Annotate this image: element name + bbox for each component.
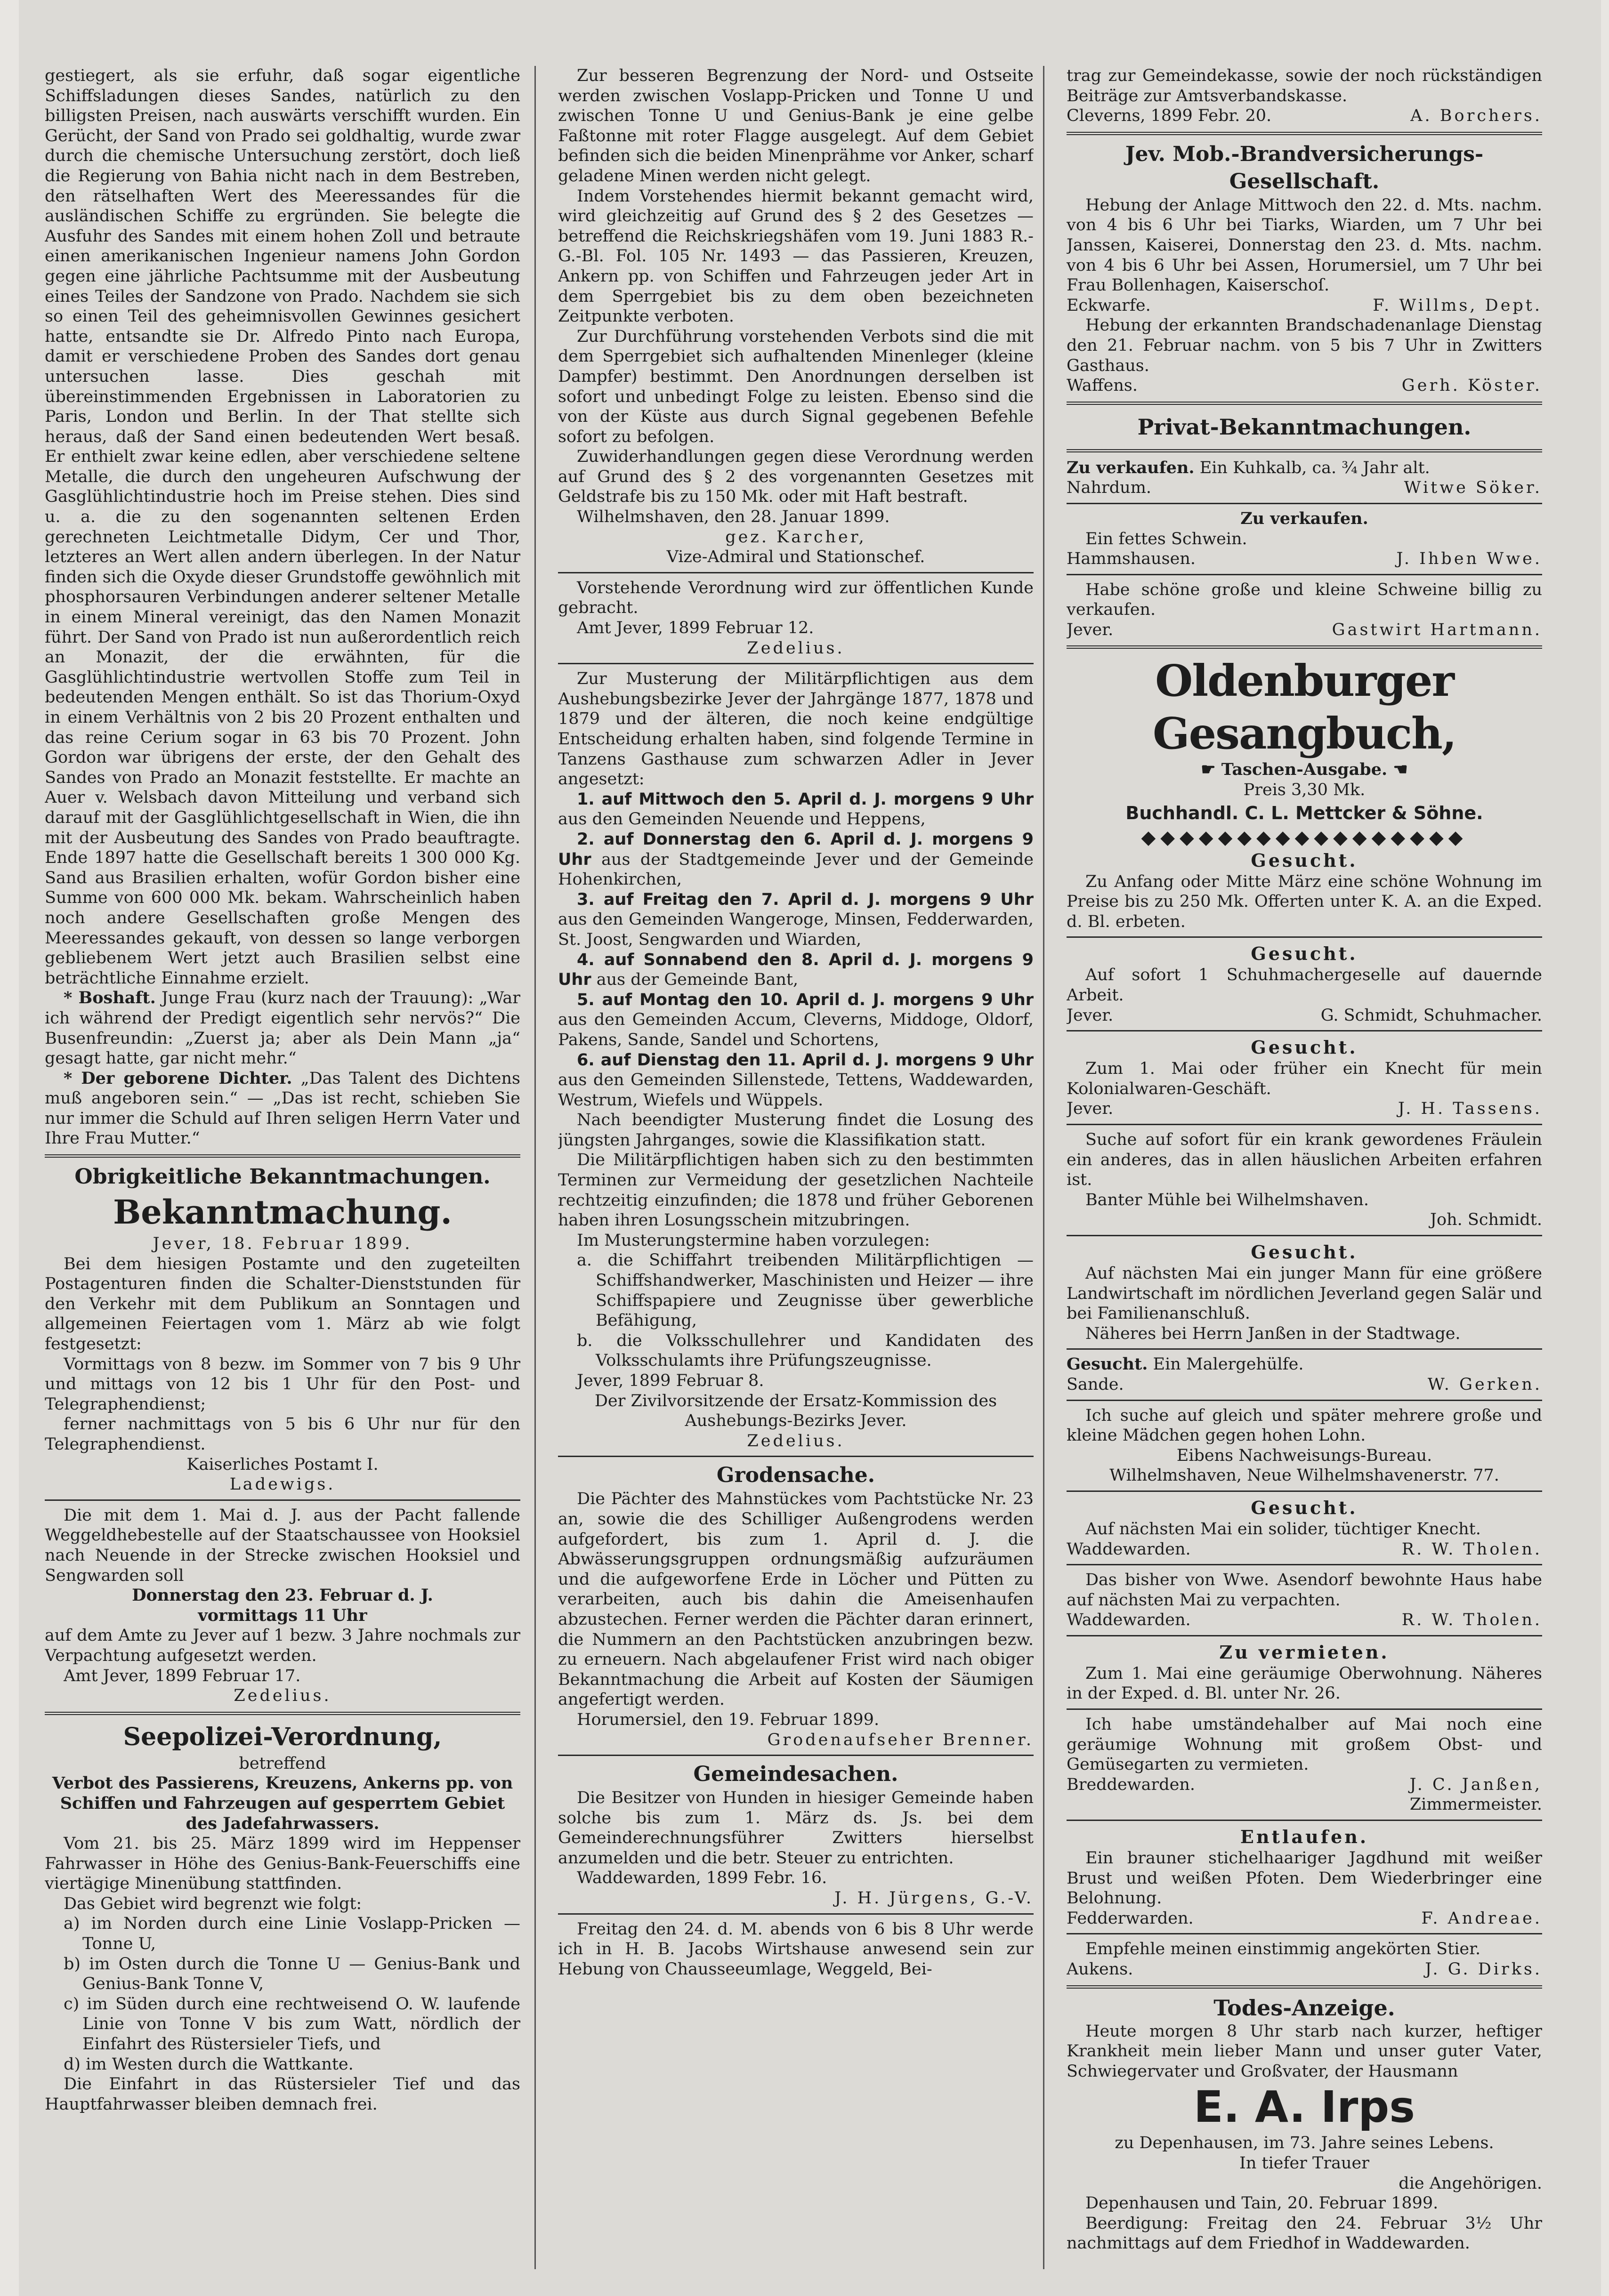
ad-bureau: Eibens Nachweisungs-Bureau. xyxy=(1176,1446,1432,1465)
joke-text: Junge Frau (kurz nach der Trauung): „War ich während der Predigt eigentlich sehr nervös?“ Die Busenfreundin: „Zuerst ja; aber als Dein Mann „ja“ gesagt hatte, gar nicht mehr.“ xyxy=(45,989,520,1068)
musterung-date: 5. auf Montag den 10. April d. J. morgens 9 Uhr xyxy=(577,990,1034,1009)
seepolizei-signer-title: Vize-Admiral und Stationschef. xyxy=(666,548,925,567)
signature: J. Ihben Wwe. xyxy=(1396,549,1542,569)
place: Aukens. xyxy=(1067,1960,1133,1979)
joke-text: „Das Talent des Dichtens muß angeboren sein.“ — „Das ist recht, schieben Sie nur immer die Schuld auf Ihren seligen Herrn Vater und Ihre Frau Mutter.“ xyxy=(45,1069,520,1148)
divider xyxy=(1067,1933,1542,1934)
post-paragraph-3: ferner nachmittags von 5 bis 6 Uhr nur für den Telegraphendienst. xyxy=(45,1415,520,1454)
musterung-subitem: a. die Schiffahrt treibenden Militärpflichtigen — Schiffshandwerker, Maschinisten und Heizer — ihre Schiffspapiere und Zeugnisse über gewerbliche Befähigung, xyxy=(577,1251,1034,1330)
seepolizei-item: a) im Norden durch eine Linie Voslapp-Pricken — Tonne U, xyxy=(64,1914,520,1954)
divider xyxy=(1067,1490,1542,1492)
divider xyxy=(1067,1708,1542,1710)
ad-text: Auf sofort 1 Schuhmachergeselle auf dauernde Arbeit. xyxy=(1067,966,1542,1005)
todesanzeige-place: Depenhausen und Tain, 20. Februar 1899. xyxy=(1085,2194,1439,2213)
joke-title: * Boshaft. xyxy=(64,988,156,1008)
post-signature: Kaiserliches Postamt I. xyxy=(186,1455,379,1474)
ad-text: Das bisher von Wwe. Asendorf bewohnte Haus habe auf nächsten Mai zu verpachten. xyxy=(1067,1571,1542,1610)
divider xyxy=(1067,402,1542,405)
ad-place: Banter Mühle bei Wilhelmshaven. xyxy=(1085,1190,1369,1209)
ad-malergehuelfe xyxy=(1067,1354,1542,1375)
ad-text: Zu Anfang oder Mitte März eine schöne Wohnung im Preise bis zu 250 Mk. Offerten unter K. A. an die Exped. d. Bl. erbeten. xyxy=(1067,872,1542,931)
seepolizei-place: Wilhelmshaven, den 28. Januar 1899. xyxy=(577,508,890,527)
place: Cleverns, 1899 Febr. 20. xyxy=(1067,106,1272,126)
ad-text: Ein brauner stichelhaariger Jagdhund mit weißer Brust und weißen Pfoten. Dem Wiederbringer eine Belohnung. xyxy=(1067,1849,1542,1908)
signature-line xyxy=(1067,106,1542,126)
seepolizei-paragraph-1: Vom 21. bis 25. März 1899 wird im Heppenser Fahrwasser in Höhe des Genius-Bank-Feuerschiffs eine viertägige Minenübung stattfinden. xyxy=(45,1834,520,1893)
gesucht-heading: Gesucht. xyxy=(1251,943,1358,965)
weggeld-place: Amt Jever, 1899 Februar 17. xyxy=(64,1666,301,1685)
divider xyxy=(1067,936,1542,938)
divider xyxy=(558,663,1034,664)
ad-text: Ein fettes Schwein. xyxy=(1085,529,1247,548)
place: Breddewarden. xyxy=(1067,1775,1196,1794)
ad-signature: Joh. Schmidt. xyxy=(1430,1210,1542,1230)
seepolizei-betreffend: betreffend xyxy=(239,1754,326,1773)
musterung-item xyxy=(558,950,1034,990)
signature-line xyxy=(1067,376,1542,396)
signature: Gastwirt Hartmann. xyxy=(1332,620,1542,639)
musterung-subitem: b. die Volksschullehrer und Kandidaten des Volksschulamts ihre Prüfungszeugnisse. xyxy=(577,1331,1034,1370)
signature: Gerh. Köster. xyxy=(1401,376,1542,395)
obrigkeitliche-heading: Obrigkeitliche Bekanntmachungen. xyxy=(74,1165,491,1189)
weggeld-paragraph-2: auf dem Amte zu Jever auf 1 bezw. 3 Jahre nochmals zur Verpachtung aufgesetzt werden. xyxy=(45,1626,520,1665)
divider xyxy=(1067,1124,1542,1125)
seepolizei-item: d) im Westen durch die Wattkante. xyxy=(64,2054,354,2074)
divider xyxy=(1067,1235,1542,1236)
seepolizei-amt-place: Amt Jever, 1899 Februar 12. xyxy=(577,619,814,638)
signature: J. G. Dirks. xyxy=(1425,1960,1542,1979)
todesanzeige-funeral: Beerdigung: Freitag den 24. Februar 3½ Uhr nachmittags auf dem Friedhof in Waddewarden. xyxy=(1067,2214,1542,2253)
seepolizei-continued: Zuwiderhandlungen gegen diese Verordnung werden auf Grund des § 2 des vorgenannten Gesetzes mit Geldstrafe bis zu 150 Mk. oder mit Haft bestraft. xyxy=(558,447,1034,507)
signature-line xyxy=(1067,296,1542,316)
musterung-signer: Der Zivilvorsitzende der Ersatz-Kommission des Aushebungs-Bezirks Jever. xyxy=(594,1391,997,1431)
seepolizei-heading: Seepolizei-Verordnung, xyxy=(123,1722,442,1751)
seepolizei-paragraph-3: Die Einfahrt in das Rüstersieler Tief und das Hauptfahrwasser bleiben demnach frei. xyxy=(45,2075,520,2114)
divider xyxy=(558,572,1034,573)
place: Nahrdum. xyxy=(1067,478,1152,498)
musterung-places: aus den Gemeinden Neuende und Heppens, xyxy=(558,810,926,829)
seepolizei-continued: Indem Vorstehendes hiermit bekannt gemacht wird, wird gleichzeitig auf Grund des § 2 des Gesetzes — betreffend die Reichskriegshäfen vom 19. Juni 1883 R.-G.-Bl. Fol. 105 Nr. 1493 — das Passieren, Kreuzen, Ankern pp. von Schiffen und Fahrzeugen jeder Art in dem Sperrgebiet bis zu dem oben bezeichneten Zeitpunkte verboten. xyxy=(558,186,1034,326)
ad-text: Näheres bei Herrn Janßen in der Stadtwage. xyxy=(1085,1324,1461,1343)
vermieten-heading: Zu vermieten. xyxy=(1219,1641,1390,1663)
signature-line xyxy=(1067,1099,1542,1119)
musterung-item xyxy=(558,1050,1034,1111)
ad-text: Auf nächsten Mai ein solider, tüchtiger Knecht. xyxy=(1085,1519,1481,1539)
joke-title: * Der geborene Dichter. xyxy=(64,1068,292,1088)
post-paragraph-2: Vormittags von 8 bezw. im Sommer von 7 bis 9 Uhr und mittags von 12 bis 1 Uhr für den Post- und Telegraphendienst; xyxy=(45,1354,520,1414)
seepolizei-paragraph-2: Das Gebiet wird begrenzt wie folgt: xyxy=(64,1894,362,1913)
divider xyxy=(1067,1985,1542,1989)
divider xyxy=(1067,1564,1542,1565)
musterung-item xyxy=(558,830,1034,890)
signature-line xyxy=(1067,1539,1542,1560)
musterung-item xyxy=(558,990,1034,1050)
divider xyxy=(558,1913,1034,1915)
ad-heading: Zu verkaufen. xyxy=(1240,508,1368,528)
musterung-date: 3. auf Freitag den 7. April d. J. morgens 9 Uhr xyxy=(577,890,1034,909)
ad-text: Ich habe umständehalber auf Mai noch eine geräumige Wohnung mit großem Obst- und Gemüsegarten zu vermieten. xyxy=(1067,1715,1542,1774)
monazite-article: gestiegert, als sie erfuhr, daß sogar eigentliche Schiffsladungen dieses Sandes, natürlich zu den billigsten Preisen, nach auswärts verschifft wurden. Ein Gerücht, der Sand von Prado sei goldhaltig, wurde zwar durch die chemische Untersuchung zerstört, doch ließ die Regierung von Bahia nicht nach in dem Bestreben, den rätselhaften Wert des Meeressandes für die ausländischen Schiffe zu ergründen. Sie belegte die Ausfuhr des Sandes mit einem hohen Zoll und betraute einen amerikanischen Ingenieur namens John Gordon gegen eine jährliche Pachtsumme mit der Ausbeutung eines Teiles der Sandzone von Prado. Nachdem sie sich so einen Teil des geheimnisvollen Gewinnes gesichert hatte, entsandte sie Dr. Alfredo Pinto nach Europa, damit er verschiedene Proben des Sandes dort genau untersuchen lasse. Dies geschah mit übereinstimmenden Ergebnissen in Laboratorien zu Paris, London und Berlin. In der That stellte sich heraus, daß der Sand einen bedeutenden Wert besaß. Er enthielt zwar keine edlen, aber verschiedene seltene Metalle, die durch den ungeheuren Aufschwung der Gasglühlichtindustrie hoch im Preise stehen. Dies sind u. a. die zu den sogenannten seltenen Erden gerechneten Leichtmetalle Didym, Cer und Thor, letzteres an Wert allen andern überlegen. In der Natur finden sich die Oxyde dieser Grundstoffe gewöhnlich mit phosphorsauren Verbindungen anderer seltener Metalle in einem Mineral vereinigt, das den Namen Monazit führt. Der Sand von Prado ist nun außerordentlich reich an Monazit, der die erwähnten, für die Gasglühlichtindustrie wertvollen Stoffe zum Teil in bedeutenden Mengen enthält. So ist das Thorium-Oxyd in einem Verhältnis von 2 bis 20 Prozent enthalten und das reine Cerium sogar in 63 bis 70 Prozent. John Gordon war übrigens der erste, der den Gehalt des Sandes von Prado an Monazit feststellte. Er machte an Auer v. Welsbach davon Mitteilung und verband sich darauf mit der Gasglühlichtgesellschaft in Wien, die ihn mit der Ausbeutung des Sandes von Prado beauftragte. Ende 1897 hatte die Gesellschaft bereits 1 300 000 Kg. Sand aus Brasilien erhalten, wofür Gordon bisher eine Summe von 600 000 Mk. bekam. Wahrscheinlich haben noch andere Gesellschaften große Mengen des Meeressandes gekauft, von dessen so lange verborgen gebliebenem Wert jetzt auch Brasilien selbst eine beträchtliche Einnahme erzielt. xyxy=(45,66,520,988)
column-3 xyxy=(1067,66,1542,2274)
post-paragraph-1: Bei dem hiesigen Postamte und den zugeteilten Postagenturen finden die Schalter-Dienststunden für den Verkehr mit dem Publikum an Sonntagen und allgemeinen Feiertagen vom 1. März ab wie folgt festgesetzt: xyxy=(45,1254,520,1354)
continued-text: trag zur Gemeindekasse, sowie der noch rückständigen Beiträge zur Amtsverbandskasse. xyxy=(1067,66,1542,105)
place: Jever. xyxy=(1067,1006,1114,1025)
ad-text: Suche auf sofort für ein krank gewordenes Fräulein ein anderes, das in allen häuslichen Arbeiten erfahren ist. xyxy=(1067,1130,1542,1190)
gesucht-heading: Gesucht. xyxy=(1251,1497,1358,1518)
post-dateline: Jever, 18. Februar 1899. xyxy=(153,1234,412,1254)
gesangbuch-subtitle xyxy=(1067,760,1542,780)
place: Fedderwarden. xyxy=(1067,1909,1194,1928)
pointing-hand-icon: ☚ xyxy=(1393,760,1408,780)
musterung-place: Jever, 1899 Februar 8. xyxy=(577,1371,764,1390)
divider xyxy=(1067,645,1542,649)
gemeindesachen-place: Waddewarden, 1899 Febr. 16. xyxy=(577,1869,827,1888)
musterung-places: aus der Stadtgemeinde Jever und der Gemeinde Hohenkirchen, xyxy=(558,850,1034,889)
musterung-date: 1. auf Mittwoch den 5. April d. J. morgens 9 Uhr xyxy=(577,790,1034,809)
column-rule-left xyxy=(534,66,536,2269)
divider xyxy=(558,1755,1034,1756)
seepolizei-publication: Vorstehende Verordnung wird zur öffentlichen Kunde gebracht. xyxy=(558,578,1034,618)
musterung-paragraph: Im Musterungstermine haben vorzulegen: xyxy=(577,1231,930,1250)
place: Hammshausen. xyxy=(1067,549,1196,569)
seepolizei-continued: Zur besseren Begrenzung der Nord- und Ostseite werden zwischen Voslapp-Pricken und Tonne U und zwischen Tonne U und Genius-Bank je eine gelbe Faßtonne mit roter Flagge ausgelegt. Auf dem Gebiet befinden sich die beiden Minenprähme vor Anker, scharf geladene Minen werden nicht gelegt. xyxy=(558,66,1034,185)
ad-text: Zum 1. Mai oder früher ein Knecht für mein Kolonialwaren-Geschäft. xyxy=(1067,1059,1542,1098)
weggeld-paragraph: Die mit dem 1. Mai d. J. aus der Pacht fallende Weggeldhebestelle auf der Staatschaussee von Hooksiel nach Neuende in der Strecke zwischen Hooksiel und Sengwarden soll xyxy=(45,1506,520,1585)
signature-line xyxy=(1067,478,1542,498)
divider xyxy=(1067,574,1542,575)
divider xyxy=(45,1154,520,1158)
gesucht-heading: Gesucht. xyxy=(1251,1241,1358,1263)
signature: F. Willms, Dept. xyxy=(1373,296,1542,315)
musterung-places: aus den Gemeinden Sillenstede, Tettens, Waddewarden, Westrum, Wiefels und Wüppels. xyxy=(558,1071,1034,1110)
musterung-paragraph: Die Militärpflichtigen haben sich zu den bestimmten Terminen zur Vermeidung der gesetzlichen Nachteile rechtzeitig einzufinden; die 1878 und früher Geborenen haben ihren Losungsschein mitzubringen. xyxy=(558,1151,1034,1230)
divider xyxy=(1067,1348,1542,1350)
divider xyxy=(1067,132,1542,135)
signature: Witwe Söker. xyxy=(1404,478,1542,498)
ad-text: Empfehle meinen einstimmig angekörten Stier. xyxy=(1085,1940,1481,1959)
musterung-date: 6. auf Dienstag den 11. April d. J. morgens 9 Uhr xyxy=(577,1050,1034,1070)
divider xyxy=(558,1456,1034,1457)
gesangbuch-title: Oldenburger Gesangbuch, xyxy=(1153,655,1456,759)
ad-text: Habe schöne große und kleine Schweine billig zu verkaufen. xyxy=(1067,580,1542,620)
divider xyxy=(1067,1635,1542,1636)
place: Sande. xyxy=(1067,1375,1124,1394)
musterung-intro: Zur Musterung der Militärpflichtigen aus dem Aushebungsbezirke Jever der Jahrgänge 1877, 1878 und 1879 und der älteren, die noch keine endgültige Entscheidung erhalten haben, sind folgende Termine in Tanzens Gasthause zum schwarzen Adler in Jever angesetzt: xyxy=(558,669,1034,789)
column-2 xyxy=(558,66,1034,2274)
signature: R. W. Tholen. xyxy=(1401,1539,1542,1559)
column-1 xyxy=(45,66,520,2274)
divider xyxy=(45,1712,520,1715)
ornament-border: ◆◆◆◆◆◆◆◆◆◆◆◆◆◆◆◆◆ xyxy=(1141,826,1468,848)
divider xyxy=(1067,503,1542,504)
ad-label: Gesucht. xyxy=(1067,1354,1148,1374)
seepolizei-item: b) im Osten durch die Tonne U — Genius-Bank und Genius-Bank Tonne V, xyxy=(64,1954,520,1994)
todesanzeige-text-2: zu Depenhausen, im 73. Jahre seines Lebens. xyxy=(1115,2134,1494,2153)
joke-dichter xyxy=(45,1069,520,1149)
gemeindesachen-text: Die Besitzer von Hunden in hiesiger Gemeinde haben solche bis zum 1. März ds. Js. bei dem Gemeinderechnungsführer Zwitters hierselbst anzumelden und die betr. Steuer zu entrichten. xyxy=(558,1788,1034,1868)
grodensache-place: Horumersiel, den 19. Februar 1899. xyxy=(577,1710,880,1729)
place: Jever. xyxy=(1067,1099,1114,1119)
ad-label: Zu verkaufen. xyxy=(1067,458,1195,477)
divider xyxy=(1067,1030,1542,1031)
ad-text: Ein Kuhkalb, ca. ¾ Jahr alt. xyxy=(1194,458,1430,477)
pointing-hand-icon: ☛ xyxy=(1201,760,1216,780)
brandversicherung-text-2: Hebung der erkannten Brandschadenanlage Dienstag den 21. Februar nachm. von 5 bis 7 Uhr in Zwitters Gasthaus. xyxy=(1067,316,1542,375)
place: Jever. xyxy=(1067,620,1114,639)
musterung-date: 2. auf Donnerstag den 6. April d. J. morgens 9 Uhr xyxy=(558,830,1034,869)
brandversicherung-heading: Jev. Mob.-Brandversicherungs-Gesellschaft. xyxy=(1125,142,1484,193)
seepolizei-subtitle: Verbot des Passierens, Kreuzens, Ankerns pp. von Schiffen und Fahrzeugen auf gesperrtem Gebiet des Jadefahrwassers. xyxy=(52,1773,513,1833)
newspaper-page xyxy=(19,0,1601,2296)
signature-line xyxy=(1067,1959,1542,1980)
signature-line xyxy=(1067,620,1542,640)
musterung-places: aus den Gemeinden Wangeroge, Minsen, Fedderwarden, St. Joost, Sengwarden und Wiarden, xyxy=(558,910,1034,949)
place: Waffens. xyxy=(1067,376,1138,395)
signature: F. Andreae. xyxy=(1421,1909,1542,1928)
entlaufen-heading: Entlaufen. xyxy=(1240,1826,1369,1848)
ad-kuhkalb xyxy=(1067,458,1542,478)
signature: J. C. Janßen, xyxy=(1409,1775,1542,1794)
todesanzeige-text: Heute morgen 8 Uhr starb nach kurzer, heftiger Krankheit mein lieber Mann und unser guter Vater, Schwiegervater und Großvater, der Hausmann xyxy=(1067,2022,1542,2081)
divider xyxy=(1067,449,1542,452)
gesangbuch-seller: Buchhandl. C. L. Mettcker & Söhne. xyxy=(1125,802,1483,823)
divider xyxy=(1067,1400,1542,1401)
grodensache-heading: Grodensache. xyxy=(716,1463,875,1488)
grodensache-text: Die Pächter des Mahnstückes vom Pachtstücke Nr. 23 an, sowie die des Schilliger Außengrodens werden aufgefordert, bis zum 1. April d. J. die Abwässerungsgruppen ordnungsmäßig aufzuräumen und die aufgeworfene Erde in Löcher und Pütten zu verarbeiten, auch bis dahin die Ameisenhaufen abzustechen. Ferner werden die Pächter daran erinnert, die Nummern an den Pachtstücken anzubringen bezw. zu erneuern. Nach abgelaufener Frist wird nach obiger Bekanntmachung die Arbeit auf Kosten der Säumigen angefertigt werden. xyxy=(558,1490,1034,1709)
gesucht-heading: Gesucht. xyxy=(1251,1037,1358,1058)
gemeindesachen-heading: Gemeindesachen. xyxy=(693,1762,898,1787)
seepolizei-item: c) im Süden durch eine rechtweisend O. W. laufende Linie von Tonne V bis zum Watt, nördlich der Einfahrt des Rüstersieler Tiefs, und xyxy=(64,1994,520,2054)
gesucht-heading: Gesucht. xyxy=(1251,849,1358,871)
seepolizei-continued: Zur Durchführung vorstehenden Verbots sind die mit dem Sperrgebiet sich aufhaltenden Minenleger (kleine Dampfer) bestimmt. Den Anordnungen derselben ist sofort und unbedingt Folge zu leisten. Ebenso sind die von der Küste aus durch Signal gegebenen Befehle sofort zu befolgen. xyxy=(558,327,1034,446)
musterung-signer-name: Zedelius. xyxy=(747,1431,845,1450)
gemeindesachen-signature: J. H. Jürgens, G.-V. xyxy=(834,1889,1034,1908)
ad-address: Wilhelmshaven, Neue Wilhelmshavenerstr. 77. xyxy=(1109,1466,1499,1485)
divider xyxy=(1067,1820,1542,1821)
grodensache-signature: Grodenaufseher Brenner. xyxy=(767,1730,1034,1749)
todesanzeige-name: E. A. Irps xyxy=(1194,2082,1415,2133)
musterung-item xyxy=(558,790,1034,830)
divider xyxy=(45,1499,520,1501)
joke-boshaft xyxy=(45,988,520,1068)
gesangbuch-price: Preis 3,30 Mk. xyxy=(1243,781,1366,800)
seepolizei-amt-signature: Zedelius. xyxy=(747,638,845,658)
signature: R. W. Tholen. xyxy=(1401,1611,1542,1630)
place: Eckwarfe. xyxy=(1067,296,1151,315)
brandversicherung-text: Hebung der Anlage Mittwoch den 22. d. Mts. nachm. von 4 bis 6 Uhr bei Tiarks, Wiarden, um 7 Uhr bei Janssen, Kaiserei, Donnerstag den 23. d. Mts. nachm. von 4 bis 6 Uhr bei Assen, Horumersiel, um 7 Uhr bei Frau Bollenhagen, Kaiserschoſ. xyxy=(1067,195,1542,295)
signature-line xyxy=(1067,1775,1542,1795)
signature-line xyxy=(1067,1006,1542,1026)
place: Waddewarden. xyxy=(1067,1611,1191,1630)
musterung-paragraph: Nach beendigter Musterung findet die Losung des jüngsten Jahrganges, sowie die Klassifikation statt. xyxy=(558,1111,1034,1150)
musterung-places: aus der Gemeinde Bant, xyxy=(591,970,799,990)
musterung-places: aus den Gemeinden Accum, Cleverns, Middoge, Oldorf, Pakens, Sande, Sandel und Schortens, xyxy=(558,1010,1034,1049)
place: Waddewarden. xyxy=(1067,1539,1191,1559)
todesanzeige-trauer: In tiefer Trauer xyxy=(1239,2153,1369,2173)
signature-line xyxy=(1067,1610,1542,1630)
weggeld-signature: Zedelius. xyxy=(234,1686,332,1706)
gemeindesachen-text-2: Freitag den 24. d. M. abends von 6 bis 8 Uhr werde ich in H. B. Jacobs Wirtshause anwesend sein zur Hebung von Chausseeumlage, Weggeld, Bei- xyxy=(558,1919,1034,1979)
gesangbuch-edition: Taschen-Ausgabe. xyxy=(1221,760,1388,780)
musterung-date: 4. auf Sonnabend den 8. April d. J. morgens 9 Uhr xyxy=(558,950,1034,990)
todesanzeige-heading: Todes-Anzeige. xyxy=(1213,1995,1395,2021)
ad-text: Ich suche auf gleich und später mehrere große und kleine Mädchen gegen hohen Lohn. xyxy=(1067,1406,1542,1445)
column-rule-right xyxy=(1043,66,1044,2269)
todesanzeige-angehoerige: die Angehörigen. xyxy=(1399,2174,1542,2193)
signature: A. Borchers. xyxy=(1410,106,1542,126)
ad-signature-title: Zimmermeister. xyxy=(1409,1795,1542,1814)
bekanntmachung-heading: Bekanntmachung. xyxy=(113,1192,452,1232)
signature-line xyxy=(1067,1909,1542,1929)
ad-text: Ein Malergehülfe. xyxy=(1148,1355,1304,1374)
weggeld-date: Donnerstag den 23. Februar d. J. xyxy=(132,1586,433,1605)
post-signature-name: Ladewigs. xyxy=(229,1475,336,1494)
signature-line xyxy=(1067,1375,1542,1395)
musterung-item xyxy=(558,890,1034,950)
signature: J. H. Tassens. xyxy=(1398,1099,1542,1119)
weggeld-time: vormittags 11 Uhr xyxy=(198,1605,367,1625)
ad-text: Auf nächsten Mai ein junger Mann für eine größere Landwirtschaft im nördlichen Jeverland gegen Salär und bei Familienanschluß. xyxy=(1067,1264,1542,1323)
signature-line xyxy=(1067,549,1542,569)
signature: G. Schmidt, Schuhmacher. xyxy=(1320,1006,1542,1025)
ad-text: Zum 1. Mai eine geräumige Oberwohnung. Näheres in der Exped. d. Bl. unter Nr. 26. xyxy=(1067,1664,1542,1703)
seepolizei-signer: gez. Karcher, xyxy=(725,527,866,547)
privat-heading: Privat-Bekanntmachungen. xyxy=(1137,414,1472,440)
signature: W. Gerken. xyxy=(1427,1375,1542,1394)
